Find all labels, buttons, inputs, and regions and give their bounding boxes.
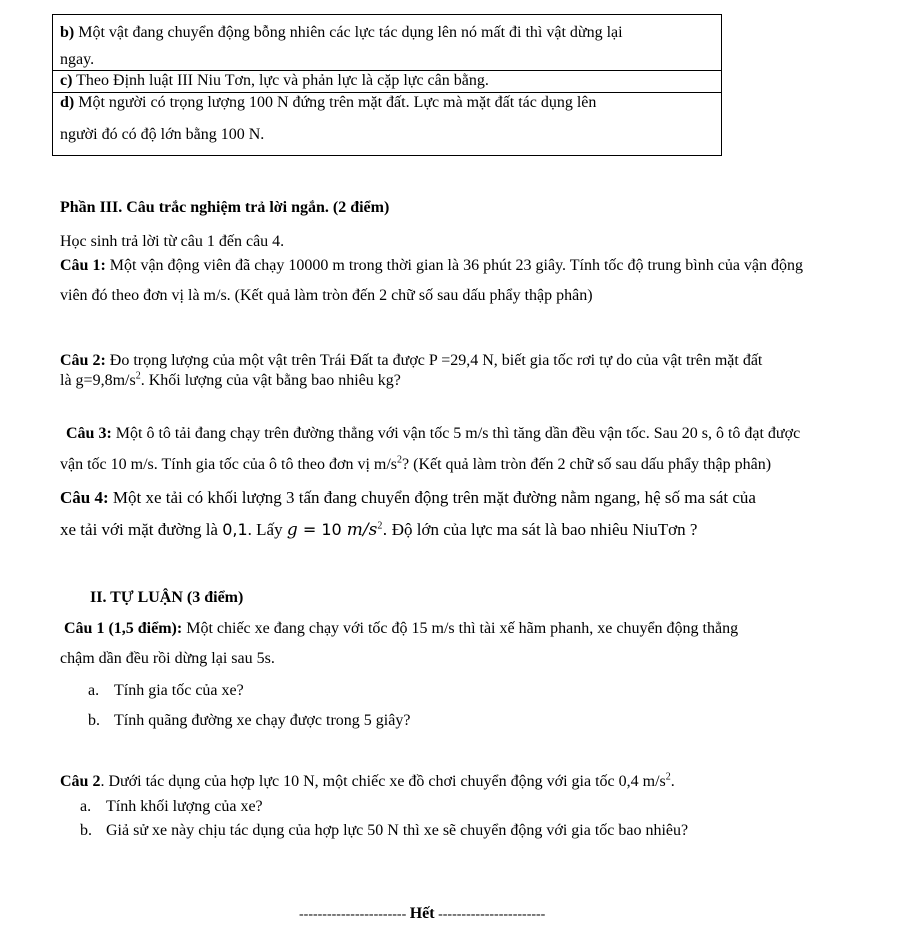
part3-q3-line2: vận tốc 10 m/s. Tính gia tốc của ô tô theo đơn vị $m/s^2$? (Kết quả làm tròn đến 2 chữ số sau dấu phẩy thập phân) [60, 454, 772, 473]
part2-q1-line2: chậm dần đều rồi dừng lại sau 5s. [60, 650, 275, 667]
part3-q4-line2: xe tải với mặt đường là 0,1. Lấy g = 10 $m/s^2$. Độ lớn của lực ma sát là bao nhiêu NiuTơn ? [60, 520, 698, 540]
part2-q2-item-b-text: Giả sử xe này chịu tác dụng của hợp lực 50 N thì xe sẽ chuyển động với gia tốc bao nhiêu? [106, 822, 689, 839]
table-divider [53, 70, 721, 71]
statement-d-line2: người đó có độ lớn bằng 100 N. [60, 126, 265, 143]
part2-heading: II. TỰ LUẬN (3 điểm) [90, 589, 244, 606]
part2-q2-item-a: a. [80, 798, 92, 815]
part2-q2-item-a-text: Tính khối lượng của xe? [106, 798, 263, 815]
statement-b-line2: ngay. [60, 51, 95, 68]
end-marker: ----------------------- Hết ----------------------- [299, 905, 546, 922]
part3-instruction: Học sinh trả lời từ câu 1 đến câu 4. [60, 233, 285, 250]
part3-q1-line1: Câu 1: Một vận động viên đã chạy 10000 m trong thời gian là 36 phút 23 giây. Tính tốc độ trung bình của vận động [60, 257, 804, 274]
part2-q1-item-a: a. [88, 682, 100, 699]
statement-d-line1: d) Một người có trọng lượng 100 N đứng trên mặt đất. Lực mà mặt đất tác dụng lên [60, 94, 597, 111]
statement-c: c) Theo Định luật III Niu Tơn, lực và phản lực là cặp lực cân bằng. [60, 72, 489, 89]
part2-q1-item-b-text: Tính quãng đường xe chạy được trong 5 giây? [114, 712, 411, 729]
part2-q1-line1: Câu 1 (1,5 điểm): Một chiếc xe đang chạy với tốc độ 15 m/s thì tài xế hãm phanh, xe chuyển động thẳng [64, 620, 739, 637]
table-divider [53, 92, 721, 93]
part2-q2-line1: Câu 2. Dưới tác dụng của hợp lực 10 N, một chiếc xe đồ chơi chuyển động với gia tốc 0,4 $m/s^2$. [60, 771, 675, 790]
part3-q1-line2: viên đó theo đơn vị là m/s. (Kết quả làm tròn đến 2 chữ số sau dấu phẩy thập phân) [60, 287, 593, 304]
part3-q3-line1: Câu 3: Một ô tô tải đang chạy trên đường thẳng với vận tốc 5 m/s thì tăng dần đều vận tốc. Sau 20 s, ô tô đạt được [66, 425, 801, 442]
part2-q2-item-b: b. [80, 822, 92, 839]
statement-b-line1: b) Một vật đang chuyển động bỗng nhiên các lực tác dụng lên nó mất đi thì vật dừng lại [60, 24, 623, 41]
part3-q4-line1: Câu 4: Một xe tải có khối lượng 3 tấn đang chuyển động trên mặt đường nằm ngang, hệ số ma sát của [60, 488, 756, 507]
part3-heading: Phần III. Câu trắc nghiệm trả lời ngắn. (2 điểm) [60, 199, 390, 216]
part2-q1-item-b: b. [88, 712, 100, 729]
part3-q2-line1: Câu 2: Đo trọng lượng của một vật trên Trái Đất ta được P =29,4 N, biết gia tốc rơi tự do của vật trên mặt đất [60, 352, 763, 369]
part3-q2-line2: là $g=9,8m/s^2$. Khối lượng của vật bằng bao nhiêu kg? [60, 370, 401, 389]
part2-q1-item-a-text: Tính gia tốc của xe? [114, 682, 244, 699]
